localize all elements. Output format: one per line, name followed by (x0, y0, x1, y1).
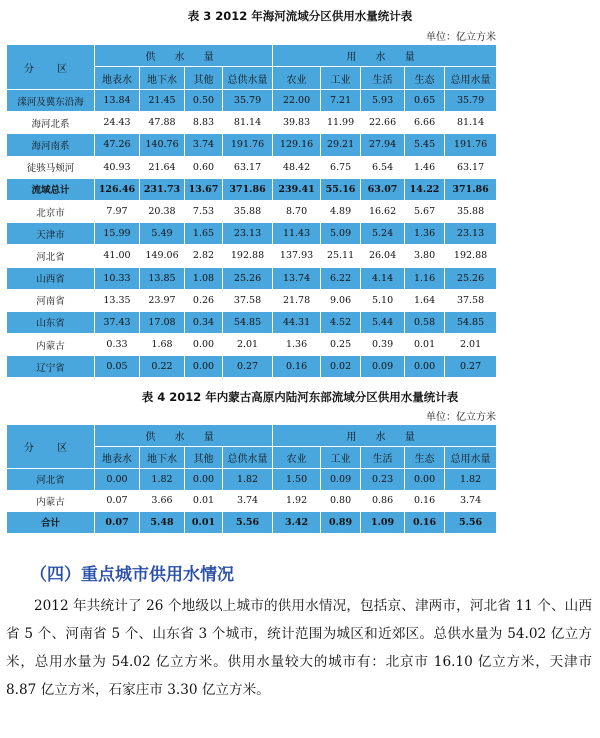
table-cell: 129.16 (273, 134, 321, 156)
table-cell: 0.89 (321, 512, 361, 534)
table-cell: 25.26 (445, 267, 497, 289)
table-cell: 0.25 (321, 334, 361, 356)
table-cell: 21.78 (273, 289, 321, 311)
table-cell: 0.00 (405, 356, 445, 378)
table-cell: 81.14 (223, 112, 273, 134)
table-cell: 3.74 (185, 134, 223, 156)
table-cell: 54.85 (223, 311, 273, 333)
table-row (7, 356, 497, 378)
table-cell: 37.58 (223, 289, 273, 311)
table-cell: 1.36 (405, 223, 445, 245)
table-cell: 149.06 (140, 245, 185, 267)
region-name: 山东省 (7, 311, 95, 333)
use-header: 用 水 量 (273, 425, 497, 447)
table-cell: 55.16 (321, 178, 361, 200)
table-cell: 0.27 (445, 356, 497, 378)
table-cell: 0.65 (405, 90, 445, 112)
table-cell: 0.27 (223, 356, 273, 378)
table-cell: 8.83 (185, 112, 223, 134)
table-cell: 6.66 (405, 112, 445, 134)
table-cell: 5.56 (223, 512, 273, 534)
region-name: 河南省 (7, 289, 95, 311)
table-cell: 371.86 (223, 178, 273, 200)
table-cell: 6.22 (321, 267, 361, 289)
table-cell: 1.36 (273, 334, 321, 356)
table-cell: 1.92 (273, 490, 321, 512)
table-cell: 7.97 (95, 200, 140, 222)
table-row (7, 512, 497, 534)
table-cell: 44.31 (273, 311, 321, 333)
table-cell: 81.14 (445, 112, 497, 134)
table-cell: 5.49 (140, 223, 185, 245)
table-cell: 5.44 (361, 311, 405, 333)
column-header: 农业 (273, 447, 321, 469)
table-cell: 4.89 (321, 200, 361, 222)
table-cell: 1.46 (405, 156, 445, 178)
table-cell: 29.21 (321, 134, 361, 156)
region-name: 海河南系 (7, 134, 95, 156)
table-cell: 3.74 (223, 490, 273, 512)
table-cell: 3.66 (140, 490, 185, 512)
table-cell: 21.45 (140, 90, 185, 112)
column-header: 地下水 (140, 447, 185, 469)
table-cell: 231.73 (140, 178, 185, 200)
table-row (7, 289, 497, 311)
table-cell: 1.08 (185, 267, 223, 289)
table-cell: 371.86 (445, 178, 497, 200)
table-cell: 24.43 (95, 112, 140, 134)
table-cell: 5.45 (405, 134, 445, 156)
region-name: 山西省 (7, 267, 95, 289)
table3-caption: 表 3 2012 年海河流域分区供用水量统计表 (187, 9, 413, 23)
table-cell: 5.93 (361, 90, 405, 112)
region-name: 内蒙古 (7, 490, 95, 512)
table-cell: 21.64 (140, 156, 185, 178)
table-cell: 0.01 (185, 512, 223, 534)
table-cell: 11.99 (321, 112, 361, 134)
column-header: 其他 (185, 67, 223, 90)
table-cell: 0.07 (95, 490, 140, 512)
table-cell: 3.80 (405, 245, 445, 267)
table-cell: 0.09 (361, 356, 405, 378)
table-cell: 0.09 (321, 469, 361, 491)
table-cell: 1.82 (223, 469, 273, 491)
table-cell: 2.82 (185, 245, 223, 267)
table3-unit: 单位：亿立方米 (426, 32, 496, 43)
table-row (7, 490, 497, 512)
table-cell: 39.83 (273, 112, 321, 134)
table-cell: 0.34 (185, 311, 223, 333)
table-cell: 54.85 (445, 311, 497, 333)
table-cell: 23.13 (223, 223, 273, 245)
table-cell: 1.16 (405, 267, 445, 289)
table-cell: 35.79 (445, 90, 497, 112)
table-cell: 1.82 (445, 469, 497, 491)
table-cell: 37.43 (95, 311, 140, 333)
table-cell: 15.99 (95, 223, 140, 245)
table-cell: 25.11 (321, 245, 361, 267)
column-header: 农业 (273, 67, 321, 90)
table-cell: 5.48 (140, 512, 185, 534)
column-header: 总供水量 (223, 447, 273, 469)
table-cell: 0.26 (185, 289, 223, 311)
column-header: 生态 (405, 447, 445, 469)
table-cell: 0.60 (185, 156, 223, 178)
column-header: 总用水量 (445, 67, 497, 90)
table-row (7, 200, 497, 222)
table-cell: 35.88 (445, 200, 497, 222)
table-cell: 0.80 (321, 490, 361, 512)
table-cell: 0.02 (321, 356, 361, 378)
table-cell: 22.00 (273, 90, 321, 112)
column-header: 总用水量 (445, 447, 497, 469)
table4-unit: 单位：亿立方米 (426, 412, 496, 423)
table-cell: 3.74 (445, 490, 497, 512)
table-row (7, 334, 497, 356)
section-heading: （四）重点城市供用水情况 (30, 565, 234, 585)
table-cell: 13.74 (273, 267, 321, 289)
table-cell: 0.22 (140, 356, 185, 378)
table-cell: 192.88 (445, 245, 497, 267)
table-cell: 4.14 (361, 267, 405, 289)
region-name: 河北省 (7, 245, 95, 267)
table-cell: 2.01 (223, 334, 273, 356)
table-cell: 10.33 (95, 267, 140, 289)
region-header: 分 区 (7, 45, 95, 90)
table-cell: 17.08 (140, 311, 185, 333)
table-cell: 63.17 (445, 156, 497, 178)
table-cell: 1.68 (140, 334, 185, 356)
table-cell: 137.93 (273, 245, 321, 267)
table-cell: 3.42 (273, 512, 321, 534)
table-cell: 48.42 (273, 156, 321, 178)
table-cell: 239.41 (273, 178, 321, 200)
table-cell: 0.16 (405, 490, 445, 512)
region-header: 分 区 (7, 425, 95, 469)
column-header: 工业 (321, 67, 361, 90)
table-row (7, 156, 497, 178)
table-cell: 47.88 (140, 112, 185, 134)
table-cell: 14.22 (405, 178, 445, 200)
table-cell: 140.76 (140, 134, 185, 156)
table-cell: 23.97 (140, 289, 185, 311)
table-cell: 25.26 (223, 267, 273, 289)
table-cell: 191.76 (223, 134, 273, 156)
table-cell: 20.38 (140, 200, 185, 222)
table-cell: 0.16 (405, 512, 445, 534)
region-name: 河北省 (7, 469, 95, 491)
table-cell: 0.07 (95, 512, 140, 534)
column-header: 生态 (405, 67, 445, 90)
region-name: 天津市 (7, 223, 95, 245)
table-cell: 6.75 (321, 156, 361, 178)
section-paragraph: 2012 年共统计了 26 个地级以上城市的供用水情况，包括京、津两市，河北省 11 个、山西省 5 个、河南省 5 个、山东省 3 个城市，统计范围为城区和近郊区。总供水量为 54.02 亿立方米，总用水量为 54.02 亿立方米。供用水量较大的城市有：北京市 16.10 亿立方米，天津市 8.87 亿立方米，石家庄市 3.30 亿立方米。 (6, 598, 592, 698)
table-cell: 2.01 (445, 334, 497, 356)
region-name: 滦河及冀东沿海 (7, 90, 95, 112)
region-name: 流域总计 (7, 178, 95, 200)
table-cell: 0.00 (185, 334, 223, 356)
table-cell: 0.01 (185, 490, 223, 512)
table-cell: 27.94 (361, 134, 405, 156)
table-cell: 22.66 (361, 112, 405, 134)
table-row (7, 245, 497, 267)
table-row (7, 134, 497, 156)
table-cell: 37.58 (445, 289, 497, 311)
region-name: 内蒙古 (7, 334, 95, 356)
table-row (7, 223, 497, 245)
table-cell: 35.79 (223, 90, 273, 112)
table-cell: 0.00 (185, 469, 223, 491)
table-row (7, 112, 497, 134)
table-cell: 4.52 (321, 311, 361, 333)
table-cell: 40.93 (95, 156, 140, 178)
table-cell: 11.43 (273, 223, 321, 245)
table-cell: 0.01 (405, 334, 445, 356)
column-header: 生活 (361, 67, 405, 90)
table-cell: 13.84 (95, 90, 140, 112)
table-cell: 192.88 (223, 245, 273, 267)
table-row (7, 311, 497, 333)
table-cell: 0.58 (405, 311, 445, 333)
table-cell: 5.10 (361, 289, 405, 311)
table-cell: 26.04 (361, 245, 405, 267)
table-row (7, 469, 497, 491)
column-header: 工业 (321, 447, 361, 469)
table-cell: 47.26 (95, 134, 140, 156)
table-cell: 0.00 (185, 356, 223, 378)
table-cell: 16.62 (361, 200, 405, 222)
column-header: 总供水量 (223, 67, 273, 90)
region-name: 辽宁省 (7, 356, 95, 378)
supply-header: 供 水 量 (95, 425, 273, 447)
supply-header: 供 水 量 (95, 45, 273, 67)
table-cell: 1.50 (273, 469, 321, 491)
table-cell: 0.39 (361, 334, 405, 356)
table-cell: 126.46 (95, 178, 140, 200)
column-header: 地表水 (95, 67, 140, 90)
column-header: 生活 (361, 447, 405, 469)
table-cell: 0.16 (273, 356, 321, 378)
table-cell: 6.54 (361, 156, 405, 178)
region-name: 徒骇马颊河 (7, 156, 95, 178)
region-name: 合计 (7, 512, 95, 534)
table-cell: 13.35 (95, 289, 140, 311)
table4 (6, 424, 497, 534)
table-row (7, 90, 497, 112)
table-cell: 1.09 (361, 512, 405, 534)
table-cell: 63.07 (361, 178, 405, 200)
table-cell: 0.86 (361, 490, 405, 512)
table-cell: 1.65 (185, 223, 223, 245)
table-cell: 5.24 (361, 223, 405, 245)
column-header: 地表水 (95, 447, 140, 469)
table-cell: 5.67 (405, 200, 445, 222)
column-header: 地下水 (140, 67, 185, 90)
region-name: 北京市 (7, 200, 95, 222)
table3 (6, 44, 497, 378)
table-row (7, 178, 497, 200)
table-row (7, 267, 497, 289)
column-header: 其他 (185, 447, 223, 469)
table-cell: 9.06 (321, 289, 361, 311)
table-cell: 8.70 (273, 200, 321, 222)
table-cell: 35.88 (223, 200, 273, 222)
table-cell: 0.05 (95, 356, 140, 378)
use-header: 用 水 量 (273, 45, 497, 67)
table-cell: 1.82 (140, 469, 185, 491)
table-cell: 5.56 (445, 512, 497, 534)
table-cell: 191.76 (445, 134, 497, 156)
table-cell: 0.33 (95, 334, 140, 356)
table-cell: 1.64 (405, 289, 445, 311)
table-cell: 41.00 (95, 245, 140, 267)
table-cell: 5.09 (321, 223, 361, 245)
table-cell: 13.85 (140, 267, 185, 289)
table-cell: 23.13 (445, 223, 497, 245)
table4-caption: 表 4 2012 年内蒙古高原内陆河东部流域分区供用水量统计表 (141, 390, 459, 404)
table-cell: 7.53 (185, 200, 223, 222)
table-cell: 0.00 (405, 469, 445, 491)
table-cell: 63.17 (223, 156, 273, 178)
table-cell: 0.00 (95, 469, 140, 491)
table-cell: 13.67 (185, 178, 223, 200)
region-name: 海河北系 (7, 112, 95, 134)
table-cell: 0.50 (185, 90, 223, 112)
table-cell: 7.21 (321, 90, 361, 112)
table-cell: 0.23 (361, 469, 405, 491)
